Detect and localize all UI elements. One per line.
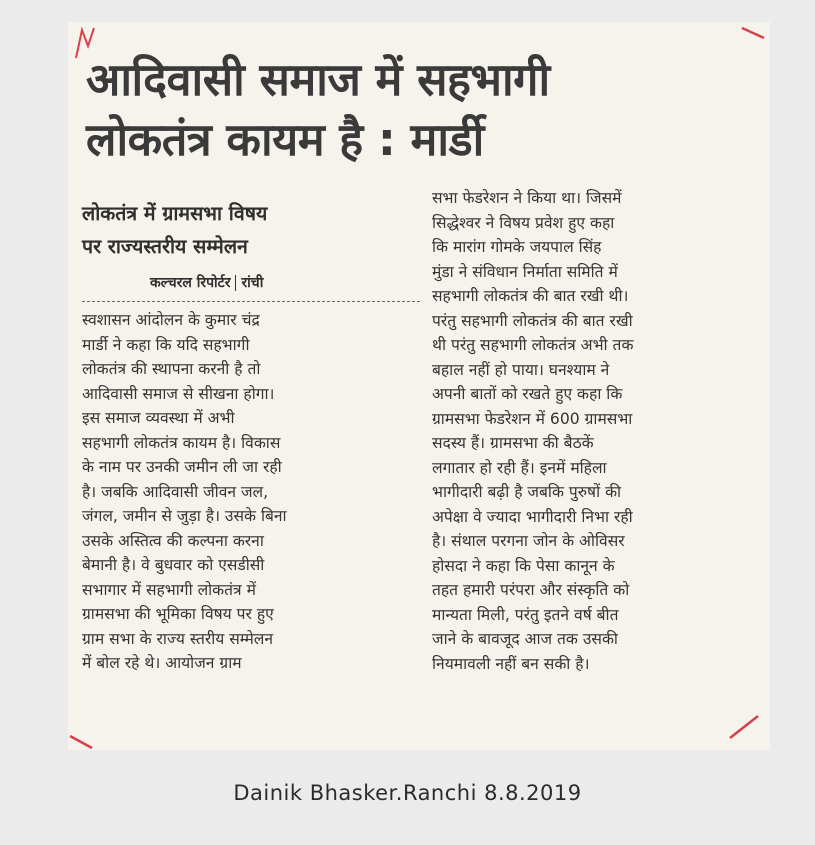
dashed-divider xyxy=(82,301,420,302)
body-line: जाने के बावजूद आज तक उसकी xyxy=(432,630,618,648)
body-line: ग्रामसभा फेडरेशन में 600 ग्रामसभा xyxy=(432,409,633,428)
right-column xyxy=(432,186,764,676)
body-line: उसके अस्तित्व की कल्पना करना xyxy=(82,531,264,550)
body-line: सभा फेडरेशन ने किया था। जिसमें xyxy=(432,189,622,207)
body-line: अपनी बातों को रखते हुए कहा कि xyxy=(432,385,623,403)
body-line: ग्राम सभा के राज्य स्तरीय सम्मेलन xyxy=(82,629,274,648)
headline-line: आदिवासी समाज में सहभागी xyxy=(86,53,550,106)
body-line: लगातार हो रही हैं। इनमें महिला xyxy=(432,458,607,477)
body-line: थी परंतु सहभागी लोकतंत्र अभी तक xyxy=(432,336,634,354)
byline xyxy=(150,273,420,293)
clip-mark-bottom-left-icon xyxy=(68,730,98,750)
body-line: इस समाज व्यवस्था में अभी xyxy=(82,409,235,427)
body-line: सहभागी लोकतंत्र की बात रखी थी। xyxy=(432,287,629,305)
body-line: है। संथाल परगना जोन के ओविसर xyxy=(432,532,625,550)
newspaper-clipping xyxy=(68,22,770,750)
body-line: आदिवासी समाज से सीखना होगा। xyxy=(82,384,275,403)
subheadline-line: लोकतंत्र में ग्रामसभा विषय xyxy=(82,202,268,225)
left-column-body xyxy=(82,308,420,676)
body-line: भागीदारी बढ़ी है जबकि पुरुषों की xyxy=(432,483,622,501)
source-caption: Dainik Bhasker.Ranchi 8.8.2019 xyxy=(233,781,582,805)
body-line: के नाम पर उनकी जमीन ली जा रही xyxy=(82,458,282,476)
body-line: परंतु सहभागी लोकतंत्र की बात रखी xyxy=(432,311,633,330)
body-line: नियमावली नहीं बन सकी है। xyxy=(432,654,590,673)
body-line: अपेक्षा वे ज्यादा भागीदारी निभा रही xyxy=(432,507,633,526)
body-line: मान्यता मिली, परंतु इतने वर्ष बीत xyxy=(432,605,619,624)
left-column xyxy=(82,197,420,676)
body-line: सभागार में सहभागी लोकतंत्र में xyxy=(82,580,256,599)
byline-reporter: कल्चरल रिपोर्टर xyxy=(150,275,231,291)
body-line: में बोल रहे थे। आयोजन ग्राम xyxy=(82,654,242,672)
body-line: लोकतंत्र की स्थापना करनी है तो xyxy=(82,360,261,378)
right-column-body xyxy=(432,186,764,676)
body-line: है। जबकि आदिवासी जीवन जल, xyxy=(82,482,269,501)
body-line: तहत हमारी परंपरा और संस्कृति को xyxy=(432,581,630,599)
headline xyxy=(86,50,756,170)
body-line: सिद्धेश्वर ने विषय प्रवेश हुए कहा xyxy=(432,213,615,232)
body-line: बहाल नहीं हो पाया। घनश्याम ने xyxy=(432,360,610,379)
subheadline xyxy=(82,197,420,263)
body-line: सदस्य हैं। ग्रामसभा की बैठकें xyxy=(432,434,594,452)
body-line: होसदा ने कहा कि पेसा कानून के xyxy=(432,556,615,575)
subheadline-line: पर राज्यस्तरीय सम्मेलन xyxy=(82,235,248,258)
body-line: सहभागी लोकतंत्र कायम है। विकास xyxy=(82,433,281,452)
body-line: ग्रामसभा की भूमिका विषय पर हुए xyxy=(82,605,274,623)
clip-mark-bottom-right-icon xyxy=(724,712,764,742)
clip-mark-top-right-icon xyxy=(738,24,768,44)
body-line: जंगल, जमीन से जुड़ा है। उसके बिना xyxy=(82,507,287,525)
body-line: बेमानी है। वे बुधवार को एसडीसी xyxy=(82,556,265,574)
byline-separator xyxy=(235,275,236,291)
body-line: स्वशासन आंदोलन के कुमार चंद्र xyxy=(82,311,260,329)
body-line: मार्डी ने कहा कि यदि सहभागी xyxy=(82,335,250,354)
byline-place: रांची xyxy=(241,275,264,291)
body-line: मुंडा ने संविधान निर्माता समिति में xyxy=(432,262,618,281)
body-line: कि मारांग गोमके जयपाल सिंह xyxy=(432,238,602,256)
headline-line: लोकतंत्र कायम है : मार्डी xyxy=(86,113,484,166)
